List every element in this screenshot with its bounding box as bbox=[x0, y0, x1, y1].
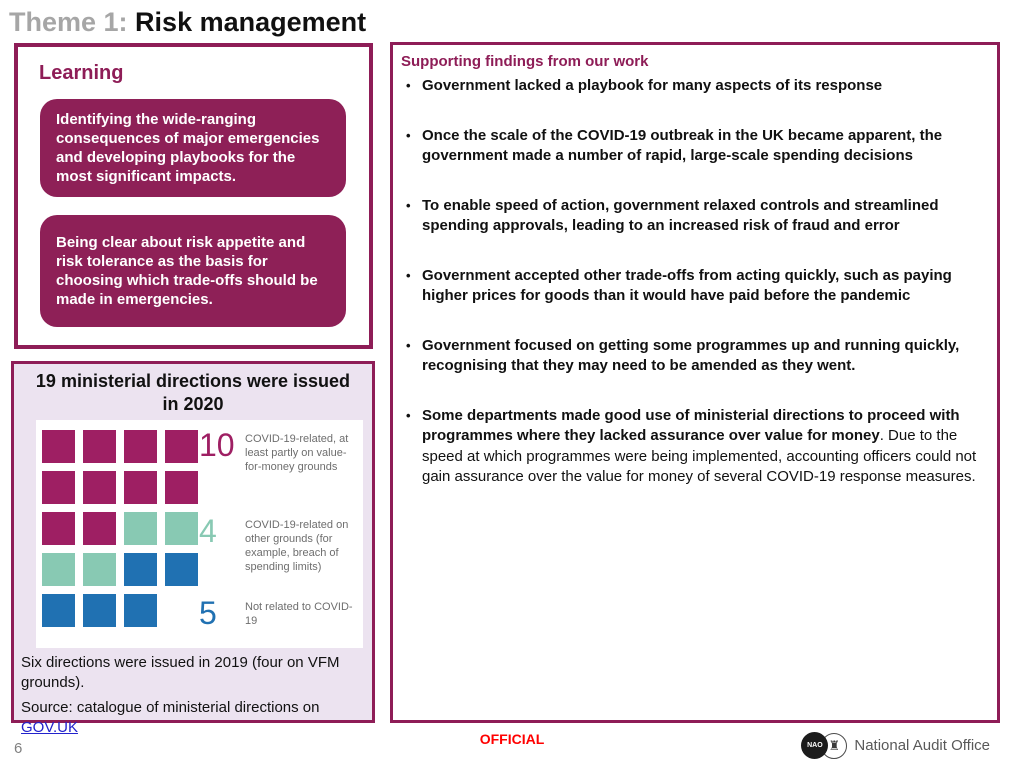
waffle-cell bbox=[124, 512, 157, 545]
page-title bbox=[9, 7, 366, 38]
govuk-link[interactable]: GOV.UK bbox=[21, 719, 78, 736]
page-number: 6 bbox=[14, 740, 23, 757]
legend-label: COVID-19-related on other grounds (for example, breach of spending limits) bbox=[245, 519, 349, 573]
finding-text: Government accepted other trade-offs from acting quickly, such as paying higher prices for goods than it would have paid before the pandemic bbox=[422, 266, 952, 304]
waffle-cell bbox=[124, 430, 157, 463]
learning-panel bbox=[14, 43, 373, 349]
classification-marking: OFFICIAL bbox=[479, 731, 545, 747]
waffle-cell bbox=[124, 471, 157, 504]
finding-text: Government focused on getting some programmes up and running quickly, recognising that they may need to be amended as they went. bbox=[422, 336, 960, 374]
finding-item bbox=[401, 336, 985, 377]
page-title-main: Risk management bbox=[135, 7, 367, 37]
waffle-cell bbox=[124, 553, 157, 586]
waffle-cell bbox=[165, 430, 198, 463]
legend-label: COVID-19-related, at least partly on value-for-money grounds bbox=[245, 433, 349, 473]
legend-value: 4 bbox=[199, 513, 217, 549]
finding-text: Some departments made good use of ministerial directions to proceed with programmes where they lacked assurance over value for money bbox=[422, 406, 960, 444]
directions-caption: Six directions were issued in 2019 (four on VFM grounds). bbox=[21, 654, 340, 691]
directions-heading: 19 ministerial directions were issued in 2020 bbox=[35, 371, 351, 414]
finding-item bbox=[401, 406, 985, 488]
findings-list bbox=[401, 76, 985, 488]
waffle-cell bbox=[42, 471, 75, 504]
finding-item bbox=[401, 126, 985, 167]
waffle-cell bbox=[165, 471, 198, 504]
waffle-cell bbox=[83, 430, 116, 463]
waffle-cell bbox=[42, 512, 75, 545]
waffle-cell bbox=[83, 594, 116, 627]
legend-entry-not-covid bbox=[199, 595, 353, 631]
waffle-cell bbox=[83, 512, 116, 545]
finding-text-regular: . Due to the speed at which programmes were being implemented, accounting officers could not gain assurance over the value for money of several COVID-19 response measures. bbox=[422, 427, 977, 485]
nao-roundel-icon: NAO bbox=[801, 732, 828, 759]
waffle-cell bbox=[83, 471, 116, 504]
page-title-theme: Theme 1: bbox=[9, 7, 136, 37]
nao-logo-text: National Audit Office bbox=[854, 737, 990, 754]
supporting-findings-panel bbox=[390, 42, 1000, 723]
learning-card-playbooks: Identifying the wide-ranging consequences of major emergencies and developing playbooks for the most significant impacts. bbox=[40, 99, 346, 197]
finding-item bbox=[401, 266, 985, 307]
waffle-cell bbox=[124, 594, 157, 627]
legend-value: 5 bbox=[199, 595, 217, 631]
finding-text: Government lacked a playbook for many aspects of its response bbox=[422, 77, 883, 94]
directions-source-text: Source: catalogue of ministerial directions on bbox=[21, 699, 320, 716]
learning-heading: Learning bbox=[39, 62, 124, 84]
findings-heading: Supporting findings from our work bbox=[401, 53, 649, 70]
waffle-cell bbox=[83, 553, 116, 586]
waffle-cell bbox=[165, 512, 198, 545]
nao-logo bbox=[801, 732, 990, 759]
waffle-cell bbox=[42, 430, 75, 463]
finding-item bbox=[401, 196, 985, 237]
waffle-cell bbox=[42, 553, 75, 586]
portcullis-crest-icon: ♜ bbox=[821, 733, 847, 759]
legend-entry-covid-other bbox=[199, 513, 353, 574]
legend-value: 10 bbox=[199, 427, 235, 463]
finding-item bbox=[401, 76, 985, 97]
finding-text: To enable speed of action, government relaxed controls and streamlined spending approvals, leading to an increased risk of fraud and error bbox=[422, 196, 939, 234]
finding-text: Once the scale of the COVID-19 outbreak in the UK became apparent, the government made a number of rapid, large-scale spending decisions bbox=[422, 126, 943, 164]
legend-label: Not related to COVID-19 bbox=[245, 601, 353, 627]
legend-entry-covid-vfm bbox=[199, 427, 353, 474]
waffle-cell bbox=[165, 553, 198, 586]
waffle-cell bbox=[42, 594, 75, 627]
learning-card-risk-appetite: Being clear about risk appetite and risk tolerance as the basis for choosing which trade-offs should be made in emergencies. bbox=[40, 215, 346, 327]
waffle-chart bbox=[36, 420, 363, 648]
waffle-grid bbox=[42, 430, 198, 627]
ministerial-directions-panel bbox=[11, 361, 375, 736]
